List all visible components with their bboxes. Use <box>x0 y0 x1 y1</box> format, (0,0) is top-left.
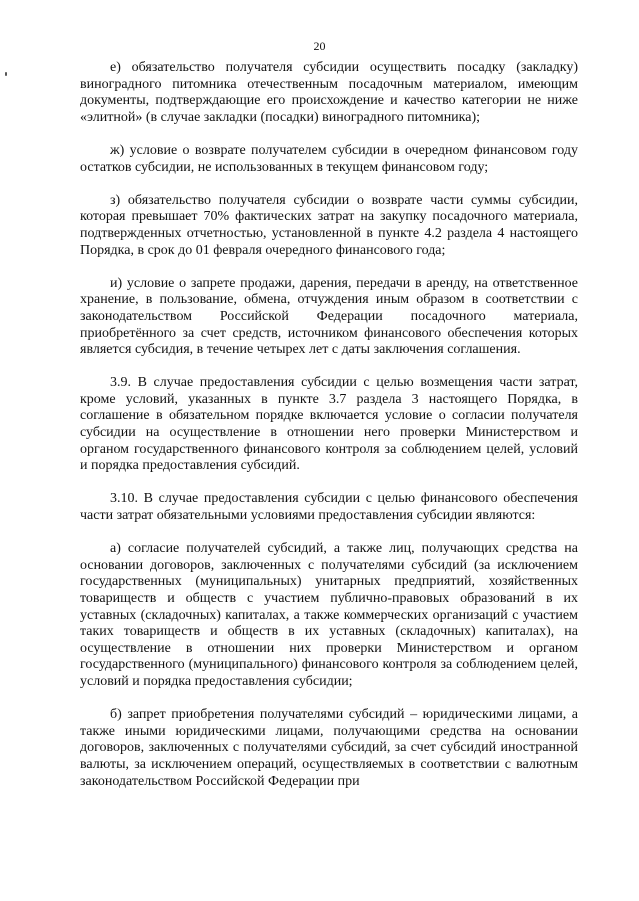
paragraph-a: а) согласие получателей субсидий, а также лиц, получающих средства на основании договоров, заключенных с получателями субсидий (за исключением государственных (муниципальных) унитарных предприятий, хозяйственных товариществ и обществ с участием публично-правовых образований в их уставных (складочных) капиталах, а также коммерческих организаций с участием таких товариществ и обществ в их уставных (складочных) капиталах), на осуществление в отношении них проверки Министерством и органом государственного (муниципального) финансового контроля за соблюдением целей, условий и порядка предоставления субсидии; <box>80 541 578 689</box>
scan-speck <box>5 72 7 76</box>
paragraph-zh: ж) условие о возврате получателем субсидии в очередном финансовом году остатков субсидии, не использованных в текущем финансовом году; <box>80 142 578 175</box>
paragraph-3-10: 3.10. В случае предоставления субсидии с целью финансового обеспечения части затрат обязательными условиями предоставления субсидии являются: <box>80 491 578 524</box>
paragraph-3-9: 3.9. В случае предоставления субсидии с целью возмещения части затрат, кроме условий, указанных в пункте 3.7 раздела 3 настоящего Порядка, в соглашение в обязательном порядке включается условие о согласии получателя субсидии на осуществление в отношении него проверки Министерством и органом государственного финансового контроля за соблюдением целей, условий и порядка предоставления субсидий. <box>80 375 578 474</box>
document-body <box>80 60 578 790</box>
paragraph-z: з) обязательство получателя субсидии о возврате части суммы субсидии, которая превышает 70% фактических затрат на закупку посадочного материала, подтвержденных отчетностью, установленной в пункте 4.2 раздела 4 настоящего Порядка, в срок до 01 февраля очередного финансового года; <box>80 192 578 258</box>
paragraph-e: е) обязательство получателя субсидии осуществить посадку (закладку) виноградного питомника отечественным посадочным материалом, имеющим документы, подтверждающие его происхождение и качество категории не ниже «элитной» (в случае закладки (посадки) виноградного питомника); <box>80 60 578 125</box>
paragraph-i: и) условие о запрете продажи, дарения, передачи в аренду, на ответственное хранение, в пользование, обмена, отчуждения иным образом в соответствии с законодательством Российской Федерации посадочного материала, приобретённого за счет средств, источником финансового обеспечения которых является субсидия, в течение четырех лет с даты заключения соглашения. <box>80 275 578 358</box>
page-number: 20 <box>313 39 326 53</box>
paragraph-b: б) запрет приобретения получателями субсидий – юридическими лицами, а также иными юридическими лицами, получающими средства на основании договоров, заключенных с получателями субсидий, за счет субсидий иностранной валюты, за исключением операций, осуществляемых в соответствии с валютным законодательством Российской Федерации при <box>80 707 578 789</box>
